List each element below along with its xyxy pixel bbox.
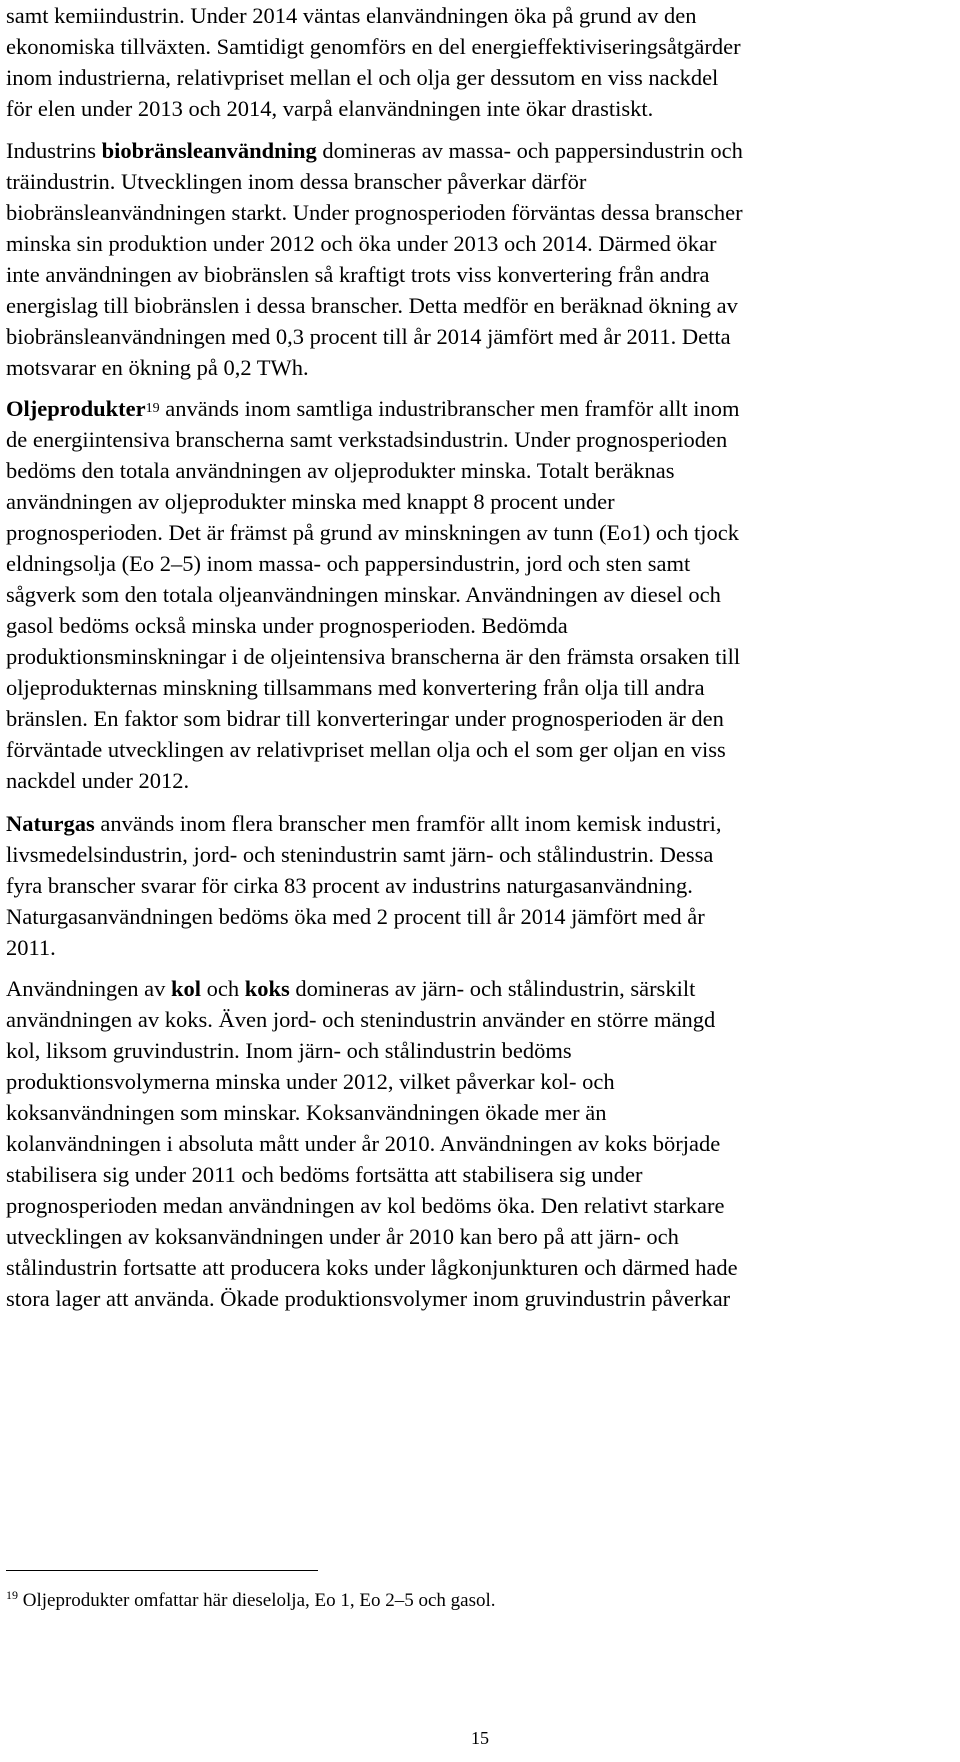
- text-line: [6, 703, 952, 734]
- text-line: [6, 641, 952, 672]
- text-line: [6, 1004, 952, 1035]
- text-run: och: [200, 976, 245, 1001]
- text-line: [6, 31, 952, 62]
- text-line: [6, 1097, 952, 1128]
- text-line: [6, 1066, 952, 1097]
- text-run: används inom flera branscher men framför allt inom kemisk industri,: [94, 811, 722, 836]
- text-run: användningen av oljeprodukter minska med knappt 8 procent under: [6, 489, 615, 514]
- text-run: oljeprodukternas minskning tillsammans med konvertering från olja till andra: [6, 675, 705, 700]
- bold-term: Oljeprodukter: [6, 396, 146, 421]
- text-line: [6, 808, 952, 839]
- text-run: för elen under 2013 och 2014, varpå elanvändningen inte ökar drastiskt.: [6, 96, 654, 121]
- text-line: [6, 610, 952, 641]
- text-line: [6, 765, 952, 796]
- footnote-marker: 19: [6, 1588, 18, 1602]
- page-number: 15: [471, 1728, 489, 1748]
- text-line: [6, 870, 952, 901]
- text-run: de energiintensiva branscherna samt verkstadsindustrin. Under prognosperioden: [6, 427, 728, 452]
- text-run: stålindustrin fortsatte att producera koks under lågkonjunkturen och därmed hade: [6, 1255, 738, 1280]
- text-line: [6, 352, 952, 383]
- text-run: domineras av massa- och pappersindustrin och: [316, 138, 743, 163]
- text-run: produktionsvolymerna minska under 2012, vilket påverkar kol- och: [6, 1069, 615, 1094]
- paragraph-electricity: [6, 0, 952, 124]
- text-line: [6, 1190, 952, 1221]
- text-run: motsvarar en ökning på 0,2 TWh.: [6, 355, 309, 380]
- text-line: [6, 1128, 952, 1159]
- text-line: [6, 1283, 952, 1314]
- text-run: prognosperioden. Det är främst på grund av minskningen av tunn (Eo1) och tjock: [6, 520, 739, 545]
- footnote: [6, 1588, 496, 1614]
- footnote-text: Oljeprodukter omfattar här dieselolja, Eo 1, Eo 2‒5 och gasol.: [18, 1590, 496, 1611]
- text-line: [6, 486, 952, 517]
- text-run: ekonomiska tillväxten. Samtidigt genomförs en del energieffektiviseringsåtgärder: [6, 34, 741, 59]
- paragraph-coal-coke: [6, 973, 952, 1314]
- text-run: stabilisera sig under 2011 och bedöms fortsätta att stabilisera sig under: [6, 1162, 643, 1187]
- paragraph-biofuel: [6, 135, 952, 383]
- text-run: fyra branscher svarar för cirka 83 procent av industrins naturgasanvändning.: [6, 873, 693, 898]
- text-run: biobränsleanvändningen med 0,3 procent till år 2014 jämfört med år 2011. Detta: [6, 324, 731, 349]
- text-line: [6, 901, 952, 932]
- text-line: [6, 166, 952, 197]
- text-run: kolanvändningen i absoluta mått under år 2010. Användningen av koks började: [6, 1131, 721, 1156]
- text-line: [6, 973, 952, 1004]
- text-run: samt kemiindustrin. Under 2014 väntas elanvändningen öka på grund av den: [6, 3, 697, 28]
- text-line: [6, 455, 952, 486]
- text-run: kol, liksom gruvindustrin. Inom järn- och stålindustrin bedöms: [6, 1038, 572, 1063]
- text-run: bränslen. En faktor som bidrar till konverteringar under prognosperioden är den: [6, 706, 724, 731]
- text-run: Användningen av: [6, 976, 171, 1001]
- text-run: inte användningen av biobränslen så kraftigt trots viss konvertering från andra: [6, 262, 710, 287]
- text-line: [6, 62, 952, 93]
- text-run: 2011.: [6, 935, 56, 960]
- text-line: [6, 259, 952, 290]
- paragraph-natural-gas: [6, 808, 952, 963]
- bold-term: kol: [170, 976, 201, 1001]
- text-run: gasol bedöms också minska under prognosperioden. Bedömda: [6, 613, 568, 638]
- footnote-separator: [6, 1570, 318, 1571]
- text-line: [6, 93, 952, 124]
- text-run: produktionsminskningar i de oljeintensiva branscherna är den främsta orsaken till: [6, 644, 741, 669]
- text-run: prognosperioden medan användningen av kol bedöms öka. Den relativt starkare: [6, 1193, 725, 1218]
- text-run: eldningsolja (Eo 2‒5) inom massa- och pappersindustrin, jord och sten samt: [6, 551, 691, 576]
- text-run: används inom samtliga industribranscher men framför allt inom: [159, 396, 740, 421]
- text-run: domineras av järn- och stålindustrin, särskilt: [289, 976, 696, 1001]
- text-run: bedöms den totala användningen av oljeprodukter minska. Totalt beräknas: [6, 458, 675, 483]
- text-line: [6, 228, 952, 259]
- text-line: [6, 839, 952, 870]
- text-run: Naturgasanvändningen bedöms öka med 2 procent till år 2014 jämfört med år: [6, 904, 705, 929]
- text-line: [6, 393, 952, 424]
- text-line: [6, 1159, 952, 1190]
- text-run: livsmedelsindustrin, jord- och stenindustrin samt järn- och stålindustrin. Dessa: [6, 842, 714, 867]
- text-run: biobränsleanvändningen starkt. Under prognosperioden förväntas dessa branscher: [6, 200, 743, 225]
- text-run: minska sin produktion under 2012 och öka under 2013 och 2014. Därmed ökar: [6, 231, 717, 256]
- text-line: [6, 579, 952, 610]
- text-run: inom industrierna, relativpriset mellan el och olja ger dessutom en viss nackdel: [6, 65, 719, 90]
- text-run: Industrins: [6, 138, 102, 163]
- paragraph-oil-products: [6, 393, 952, 796]
- bold-term: Naturgas: [6, 811, 95, 836]
- text-run: sågverk som den totala oljeanvändningen minskar. Användningen av diesel och: [6, 582, 721, 607]
- text-line: [6, 321, 952, 352]
- footnote-reference: 19: [145, 401, 160, 416]
- text-run: träindustrin. Utvecklingen inom dessa branscher påverkar därför: [6, 169, 587, 194]
- text-run: förväntade utvecklingen av relativpriset mellan olja och el som ger oljan en viss: [6, 737, 726, 762]
- text-run: nackdel under 2012.: [6, 768, 190, 793]
- text-line: [6, 734, 952, 765]
- text-line: [6, 672, 952, 703]
- text-line: [6, 1035, 952, 1066]
- bold-term: biobränsleanvändning: [101, 138, 317, 163]
- bold-term: koks: [244, 976, 290, 1001]
- text-line: [6, 517, 952, 548]
- text-line: [6, 290, 952, 321]
- text-line: [6, 1252, 952, 1283]
- text-line: [6, 932, 952, 963]
- text-line: [6, 135, 952, 166]
- text-run: stora lager att använda. Ökade produktionsvolymer inom gruvindustrin påverkar: [6, 1286, 731, 1311]
- text-run: användningen av koks. Även jord- och stenindustrin använder en större mängd: [6, 1007, 716, 1032]
- text-line: [6, 0, 952, 31]
- text-line: [6, 197, 952, 228]
- text-line: [6, 548, 952, 579]
- text-run: koksanvändningen som minskar. Koksanvändningen ökade mer än: [6, 1100, 607, 1125]
- text-run: utvecklingen av koksanvändningen under år 2010 kan bero på att järn- och: [6, 1224, 679, 1249]
- text-line: [6, 1221, 952, 1252]
- text-line: [6, 424, 952, 455]
- text-run: energislag till biobränslen i dessa branscher. Detta medför en beräknad ökning av: [6, 293, 738, 318]
